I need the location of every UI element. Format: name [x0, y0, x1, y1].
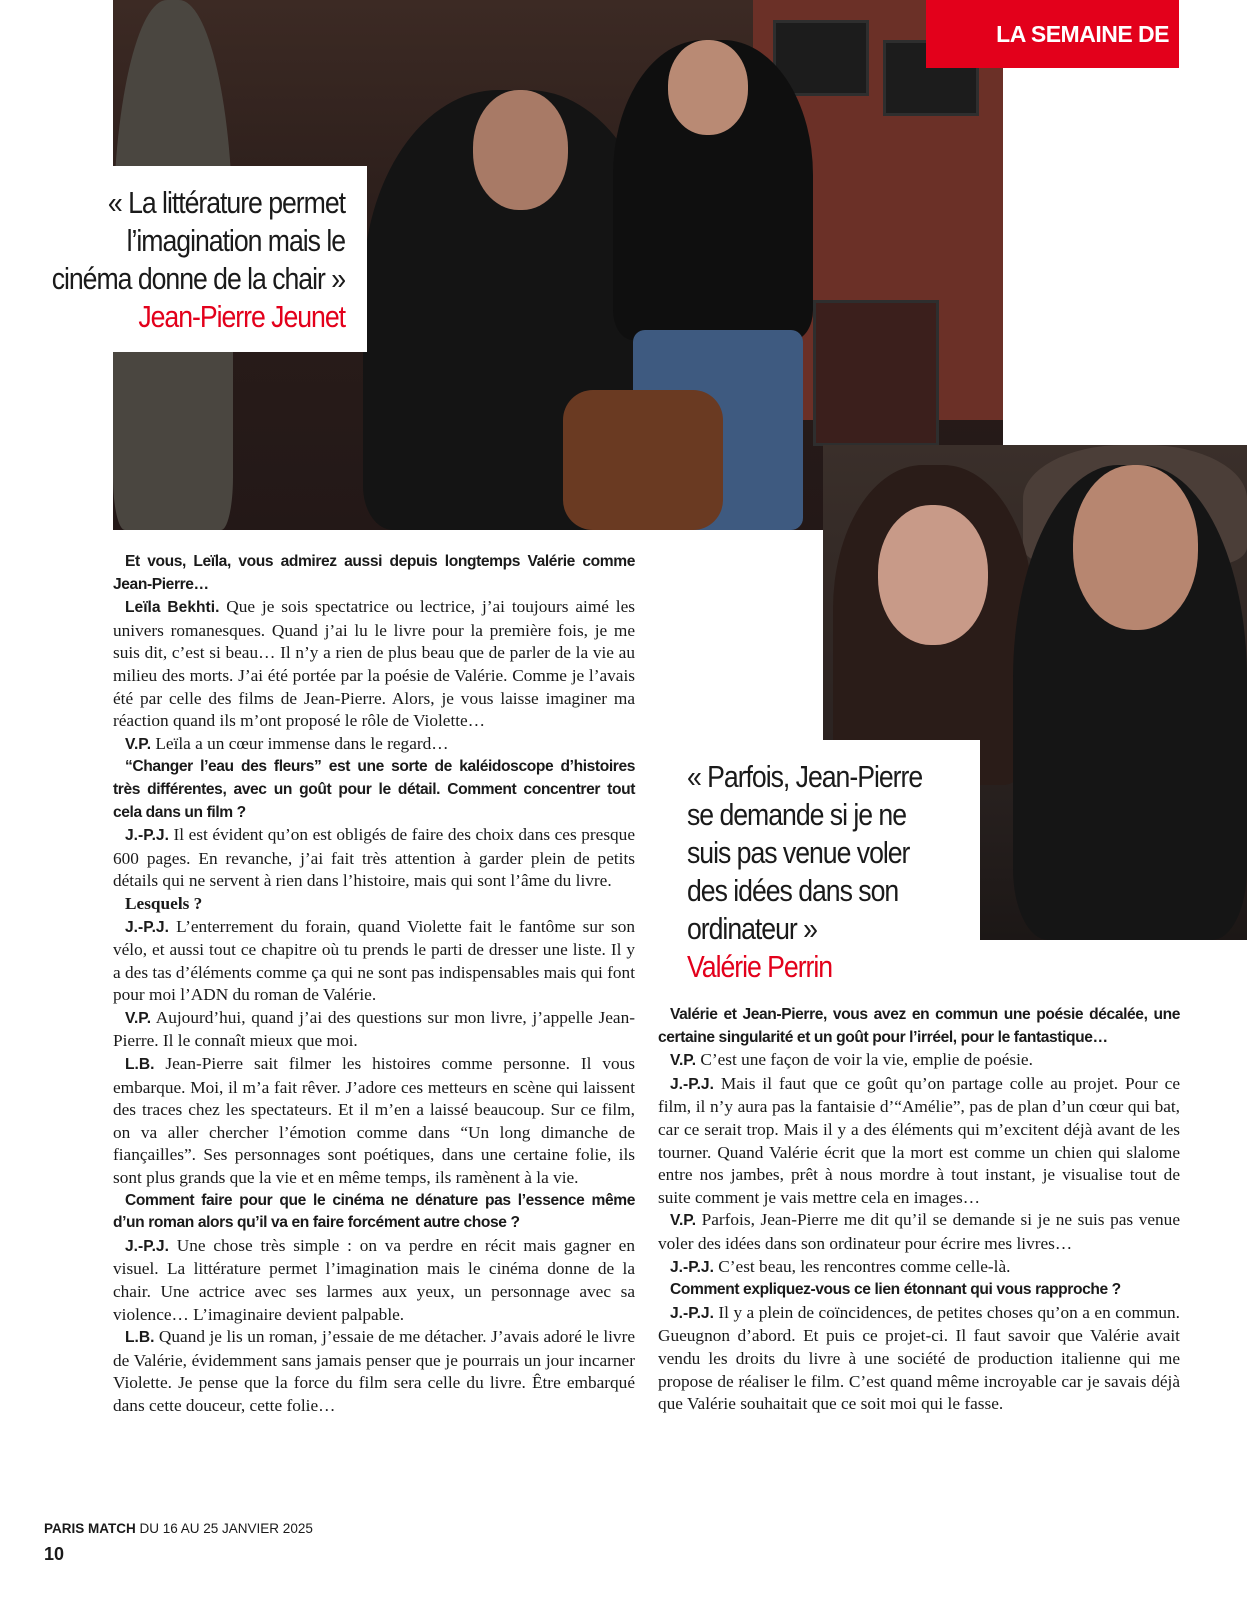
interview-answer — [658, 1256, 1180, 1280]
article-column-right — [658, 1004, 1180, 1416]
photo-face — [668, 40, 748, 135]
interview-answer — [658, 1049, 1180, 1073]
interview-answer — [113, 1007, 635, 1053]
interview-answer — [658, 1209, 1180, 1255]
interview-question: Comment faire pour que le cinéma ne dénature pas l’essence même d’un roman alors qu’il va en faire forcément autre chose ? — [113, 1191, 635, 1232]
speaker-label: J.-P.J. — [125, 1237, 169, 1255]
answer-text: Il est évident qu’on est obligés de faire des choix dans ces presque 600 pages. En revanche, j’ai fait très attention à garder plein de petits détails qui ne servent à rien dans l’histoire, mais qui sont l’âme du livre. — [113, 825, 635, 891]
speaker-label: J.-P.J. — [125, 827, 169, 845]
section-badge — [926, 0, 1179, 117]
speaker-label: J.-P.J. — [670, 1258, 714, 1276]
speaker-label: V.P. — [125, 735, 152, 753]
speaker-label: V.P. — [125, 1009, 152, 1027]
interview-answer — [113, 596, 635, 733]
footer-brand: PARIS MATCH — [44, 1521, 136, 1536]
page-number: 10 — [44, 1544, 65, 1564]
interview-question: Valérie et Jean-Pierre, vous avez en commun une poésie décalée, une certaine singularité et un goût pour l’irréel, pour le fantastique… — [658, 1006, 1180, 1046]
article-column-left — [113, 551, 635, 1418]
interview-answer — [113, 1053, 635, 1190]
answer-text: Que je sois spectatrice ou lectrice, j’ai toujours aimé les univers romanesques. Quand j’ai lu le livre pour la première fois, je me suis dit, c’est si beau… Il n’y a rien de plus beau que de parler de la vie au milieu des morts. J’ai été portée par la poésie de Valérie. Comme je l’avais été par celle des films de Jean-Pierre. Alors, je vous laisse imaginer ma réaction quand ils m’ont proposé le rôle de Violette… — [113, 597, 635, 731]
interview-answer — [113, 733, 635, 757]
speaker-label: J.-P.J. — [670, 1075, 714, 1093]
footer-dates: DU 16 AU 25 JANVIER 2025 — [135, 1521, 313, 1536]
photo-face — [473, 90, 568, 210]
interview-question: Et vous, Leïla, vous admirez aussi depuis longtemps Valérie comme Jean-Pierre… — [113, 553, 635, 593]
answer-text: Leïla a un cœur immense dans le regard… — [151, 733, 449, 753]
answer-text: Quand je lis un roman, j’essaie de me détacher. J’avais adoré le livre de Valérie, évidemment sans jamais penser que je pourrais un jour incarner Violette. Je pense que la force du film sera celle du livre. Être embarqué dans cette douceur, cette folie… — [113, 1327, 635, 1415]
speaker-label: L.B. — [125, 1329, 155, 1347]
answer-text: Aujourd’hui, quand j’ai des questions sur mon livre, j’appelle Jean-Pierre. Il le connaît mieux que moi. — [113, 1007, 635, 1051]
pull-quote-text: « La littérature permet l’imagination mais le cinéma donne de la chair » — [51, 185, 346, 296]
interview-answer — [113, 1235, 635, 1326]
photo-frame — [813, 300, 939, 446]
interview-answer — [658, 1302, 1180, 1416]
pull-quote-author: Jean-Pierre Jeunet — [138, 299, 345, 334]
page-footer — [44, 1521, 313, 1536]
answer-text: Jean-Pierre sait filmer les histoires comme personne. Il vous embarque. Moi, il m’a fait rêver. J’adore ces metteurs en scène qui laissent des traces chez les spectateurs. Et il m’en a laissé beaucoup. Sur ce film, on va aller chercher l’émotion comme dans “Un long dimanche de fiançailles”. Ses personnages sont poétiques, dans une certaine folie, ils sont plus grands que la vie et en même temps, ils ramènent à la vie. — [113, 1054, 635, 1188]
answer-text: Une chose très simple : on va perdre en récit mais gagner en visuel. La littérature permet l’imagination mais le cinéma donne de la chair. Une actrice avec ses larmes aux yeux, un personnage avec sa violence… L’imaginaire devient palpable. — [113, 1235, 635, 1324]
speaker-label: L.B. — [125, 1056, 155, 1074]
interview-question: “Changer l’eau des fleurs” est une sorte de kaléidoscope d’histoires très différentes, avec un goût pour le détail. Comment concentrer tout cela dans un film ? — [113, 758, 635, 821]
answer-text: Mais il faut que ce goût qu’on partage colle au projet. Pour ce film, il n’y aura pas la fantaisie d’“Amélie”, pas de plan d’un cœur qui bat, car ce serait trop. Mais il y a des éléments qui m’excitent déjà avant de les tourner. Quand Valérie écrit que la mort est comme un chien qui slalome entre nos jambes, prêt à nous mordre à tout instant, je visualise tout de suite comment je vais mettre cela en images… — [658, 1073, 1180, 1207]
answer-text: C’est beau, les rencontres comme celle-là. — [713, 1256, 1011, 1276]
answer-text: C’est une façon de voir la vie, emplie de poésie. — [696, 1050, 1033, 1070]
speaker-label: Leïla Bekhti. — [125, 599, 220, 617]
pull-quote-top — [0, 166, 367, 352]
answer-text: L’enterrement du forain, quand Violette fait le fantôme sur son vélo, et aussi tout ce chapitre où tu prends le parti de dresser une liste. Il y a des tas d’éléments comme ça qui ne sont pas indispensables mais qui font pour moi l’ADN du roman de Valérie. — [113, 916, 635, 1005]
pull-quote-author: Valérie Perrin — [687, 949, 833, 984]
interview-answer — [113, 1326, 635, 1417]
pull-quote-text: « Parfois, Jean-Pierre se demande si je ne suis pas venue voler des idées dans son ordinateur » — [687, 759, 923, 946]
interview-answer — [113, 824, 635, 893]
interview-question: Comment expliquez-vous ce lien étonnant qui vous rapproche ? — [670, 1281, 1121, 1299]
photo-face — [878, 505, 988, 645]
answer-text: Parfois, Jean-Pierre me dit qu’il se demande si je ne suis pas venue voler des idées dans son ordinateur pour écrire mes livres… — [658, 1210, 1180, 1253]
interview-answer — [658, 1073, 1180, 1210]
speaker-label: V.P. — [670, 1052, 697, 1070]
speaker-label: J.-P.J. — [670, 1304, 714, 1322]
interview-question: Lesquels ? — [125, 893, 203, 913]
interview-answer — [113, 916, 635, 1007]
photo-leather-chair — [563, 390, 723, 530]
section-badge-prefix: LA SEMAINE DE — [996, 21, 1169, 47]
speaker-label: V.P. — [670, 1212, 697, 1230]
section-badge-brand: MATCH — [1076, 87, 1169, 117]
photo-face — [1073, 465, 1198, 630]
answer-text: Il y a plein de coïncidences, de petites choses qu’on a en commun. Gueugnon d’abord. Et puis ce projet-ci. Il faut savoir que Valérie avait vendu les droits du livre à une société de production italienne qui me propose de réaliser le film. C’est quand même incroyable car je savais déjà que Valérie souhaitait que ce soit moi qui le fasse. — [658, 1302, 1180, 1414]
speaker-label: J.-P.J. — [125, 918, 169, 936]
pull-quote-bottom — [660, 740, 980, 984]
